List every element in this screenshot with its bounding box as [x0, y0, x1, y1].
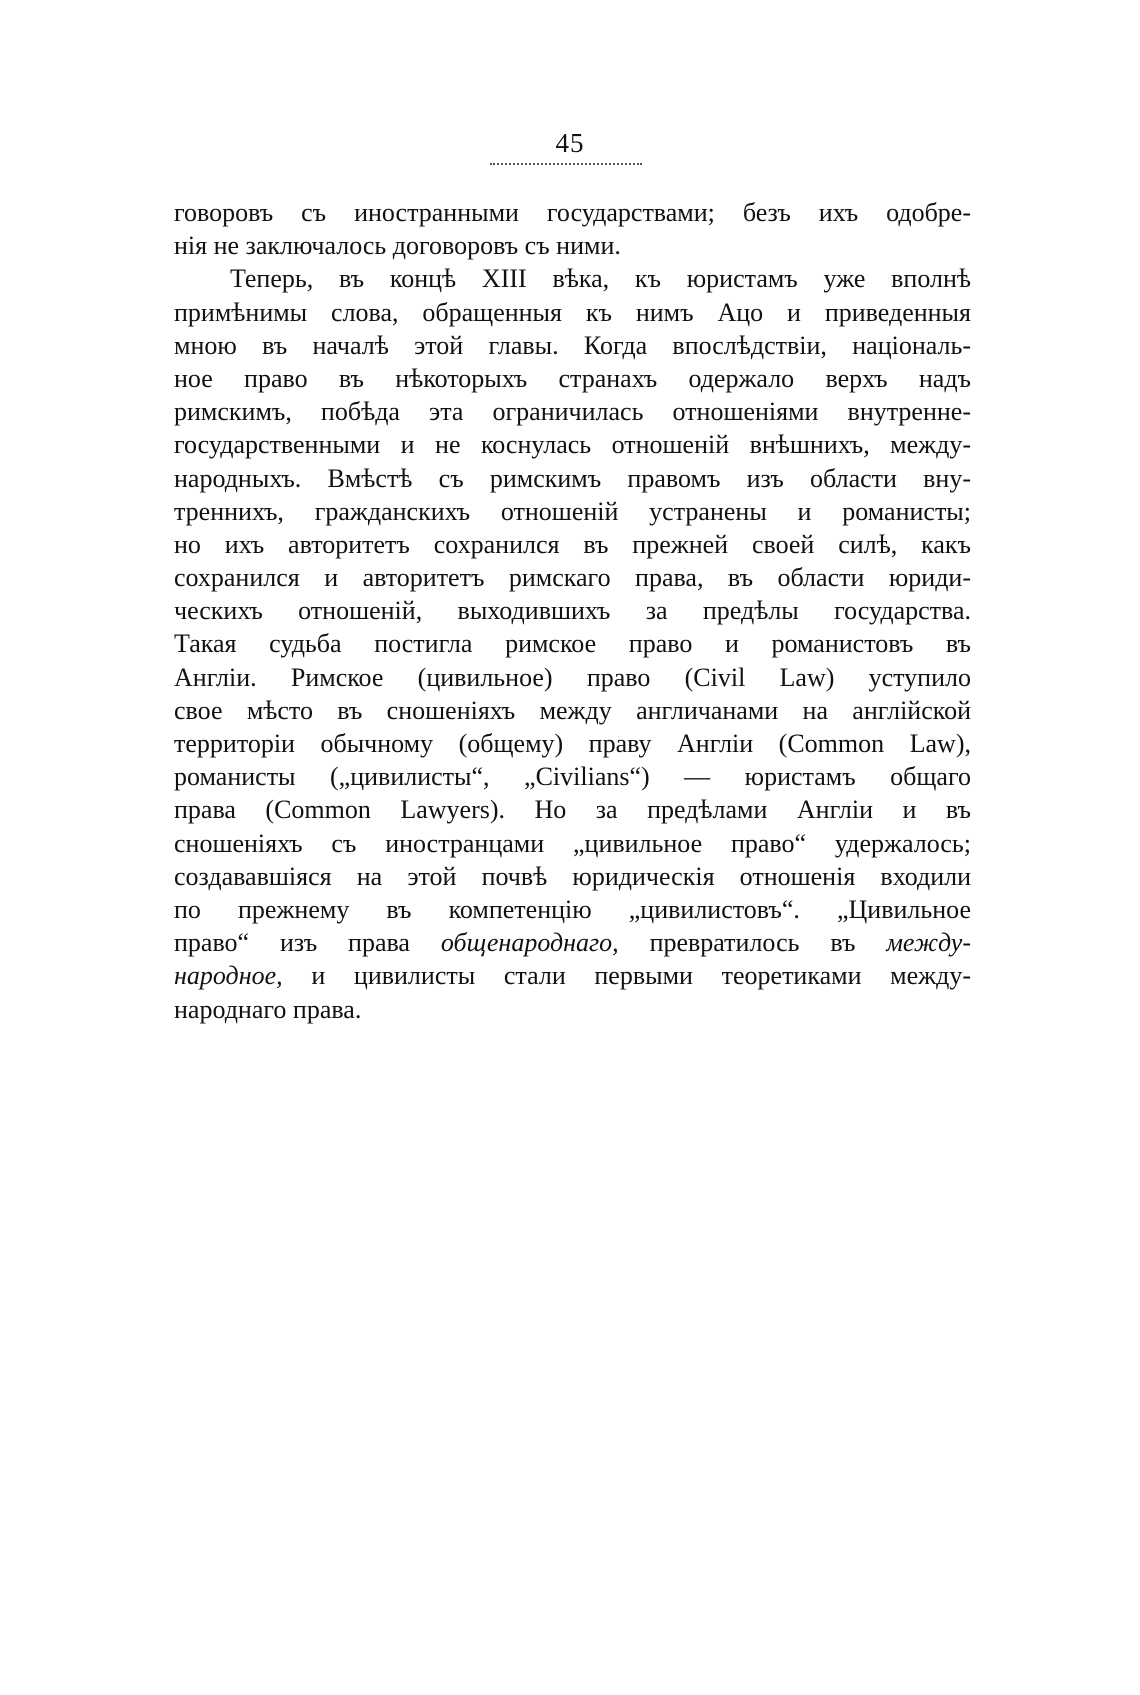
text-line: Англіи. Римское (цивильное) право (Civil Law) уступило [174, 662, 971, 692]
text-line: говоровъ съ иностранными государствами; безъ ихъ одобре- [174, 198, 971, 227]
text-line: мною въ началѣ этой главы. Когда впослѣдствіи, національ- [174, 330, 971, 360]
text-line: сохранился и авторитетъ римскаго права, въ области юриди- [174, 563, 971, 593]
text-line: Такая судьба постигла римское право и романистовъ въ [174, 629, 971, 659]
text-line: примѣнимы слова, обращенныя къ нимъ Ацо и приведенныя [174, 297, 971, 327]
body-text [174, 196, 971, 1026]
text-line: ное право въ нѣкоторыхъ странахъ одержало верхъ надъ [174, 363, 971, 393]
text-line: территоріи обычному (общему) праву Англіи (Common Law), [174, 729, 971, 758]
text-line: свое мѣсто въ сношеніяхъ между англичанами на англійской [174, 695, 971, 725]
text-line: римскимъ, побѣда эта ограничилась отношеніями внутренне- [174, 397, 971, 427]
text-line: народныхъ. Вмѣстѣ съ римскимъ правомъ изъ области вну- [174, 463, 971, 493]
text-line: треннихъ, гражданскихъ отношеній устранены и романисты; [174, 496, 971, 526]
text-segment: превратилось въ [649, 928, 856, 958]
page-number: 45 [555, 128, 585, 158]
text-line: государственными и не коснулась отношеній внѣшнихъ, между- [174, 430, 971, 460]
text-line-mixed [174, 926, 971, 959]
text-line: создававшіяся на этой почвѣ юридическія отношенія входили [174, 861, 971, 891]
text-line: Теперь, въ концѣ XIII вѣка, къ юристамъ уже вполнѣ [230, 264, 971, 294]
italic-segment: народное, [174, 961, 283, 991]
text-line: романисты („цивилисты“, „Civilians“) — юристамъ общаго [174, 762, 971, 792]
text-line: сношеніяхъ съ иностранцами „цивильное право“ удержалось; [174, 828, 971, 858]
text-segment: и цивилисты стали первыми теоретиками между- [311, 961, 972, 991]
italic-segment: общенароднаго, [440, 928, 619, 958]
text-line-mixed [174, 959, 971, 992]
text-line: нія не заключалось договоровъ съ ними. [174, 231, 621, 261]
text-line: ческихъ отношеній, выходившихъ за предѣлы государства. [174, 596, 971, 626]
text-line: по прежнему въ компетенцію „цивилистовъ“. „Цивильное [174, 894, 971, 924]
header-rule [490, 163, 642, 165]
italic-segment: между- [886, 928, 972, 958]
text-line: народнаго права. [174, 994, 362, 1024]
text-line: права (Common Lawyers). Но за предѣлами Англіи и въ [174, 795, 971, 825]
text-line: но ихъ авторитетъ сохранился въ прежней своей силѣ, какъ [174, 529, 971, 559]
text-segment: право“ изъ права [174, 928, 410, 958]
